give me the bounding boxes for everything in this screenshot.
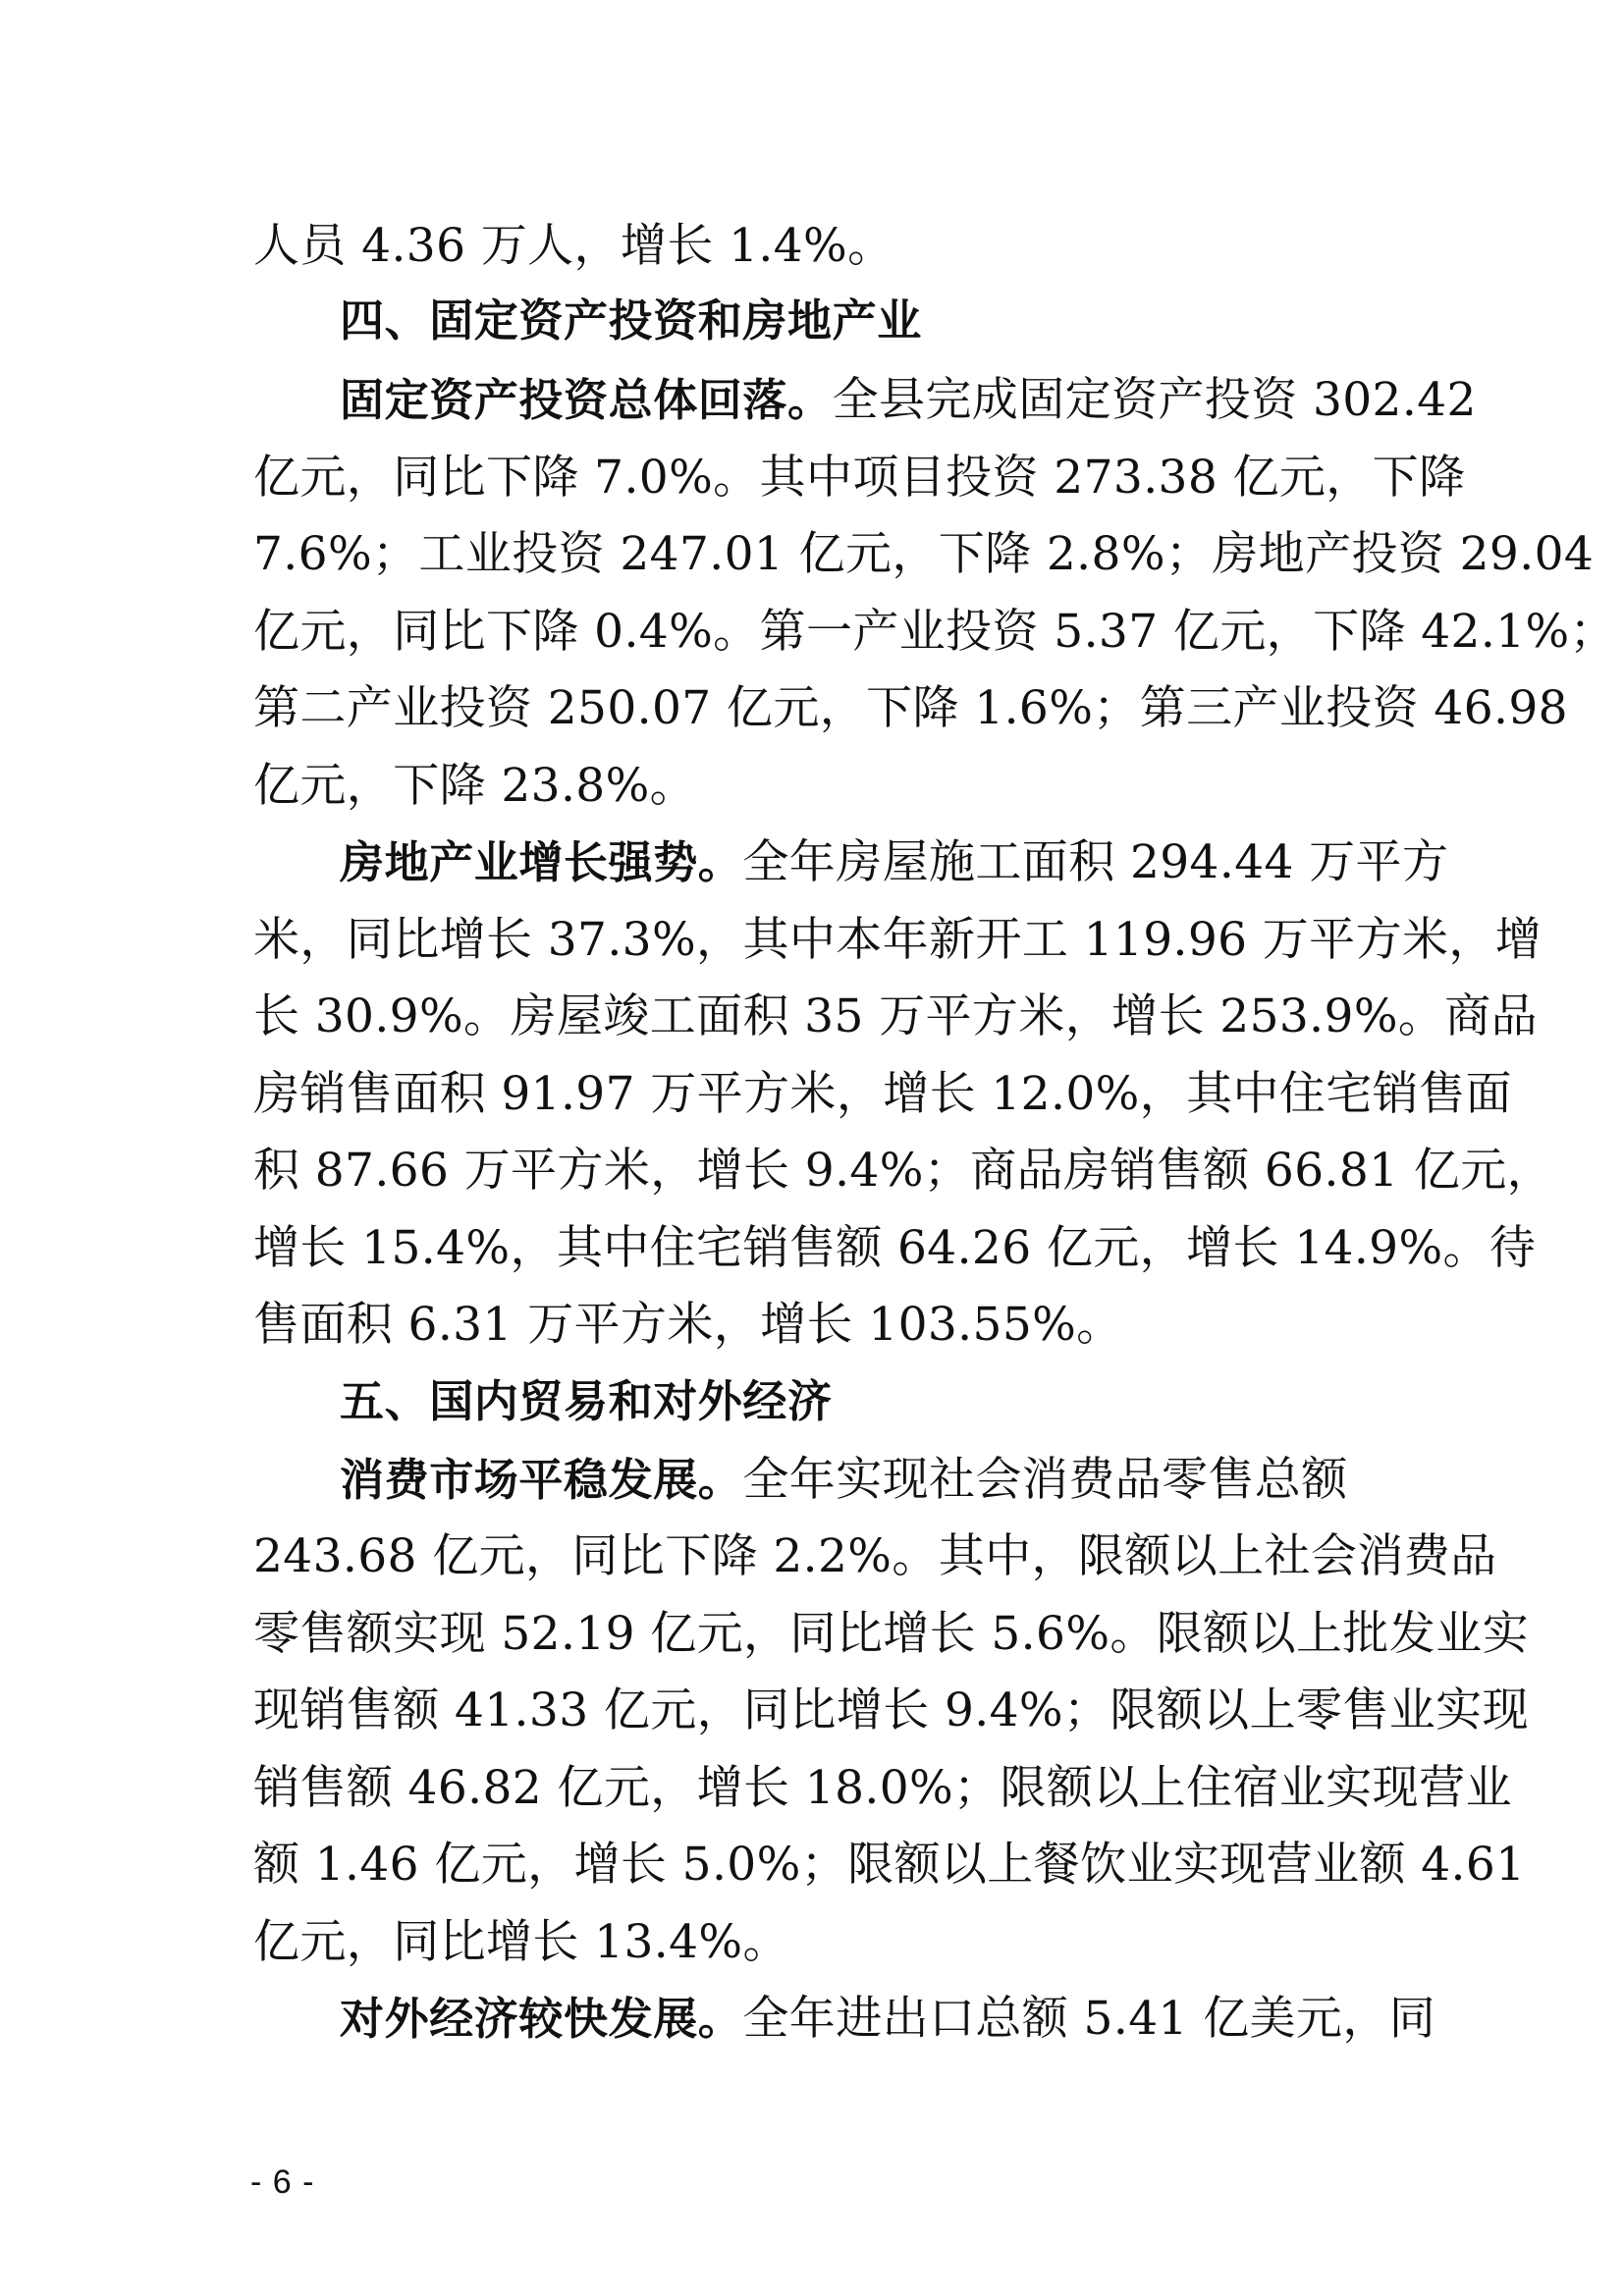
section-heading-trade-external-economy: 五、国内贸易和对外经济 [340,1375,833,1427]
paragraph-line: 房销售面积 91.97 万平方米，增长 12.0%，其中住宅销售面 [253,1067,1512,1121]
paragraph-lead-sentence: 消费市场平稳发展。 [340,1454,743,1506]
paragraph-line: 亿元，下降 23.8%。 [253,759,697,813]
paragraph-line: 243.68 亿元，同比下降 2.2%。其中，限额以上社会消费品 [253,1529,1497,1583]
paragraph-line: 增长 15.4%，其中住宅销售额 64.26 亿元，增长 14.9%。待 [253,1221,1537,1275]
paragraph-line [340,1992,1436,2046]
paragraph-line: 亿元，同比下降 0.4%。第一产业投资 5.37 亿元，下降 42.1%； [253,605,1616,659]
paragraph-line: 现销售额 41.33 亿元，同比增长 9.4%；限额以上零售业实现 [253,1683,1529,1737]
paragraph-line: 米，同比增长 37.3%，其中本年新开工 119.96 万平方米，增 [253,913,1543,967]
section-heading-fixed-assets-real-estate: 四、固定资产投资和房地产业 [340,294,922,347]
paragraph-line: 第二产业投资 250.07 亿元，下降 1.6%；第三产业投资 46.98 [253,681,1568,735]
paragraph-line: 7.6%；工业投资 247.01 亿元，下降 2.8%；房地产投资 29.04 [253,527,1595,581]
paragraph-lead-sentence: 对外经济较快发展。 [340,1993,743,2045]
paragraph-line [340,373,1477,427]
paragraph-line: 售面积 6.31 万平方米，增长 103.55%。 [253,1298,1123,1352]
paragraph-line: 长 30.9%。房屋竣工面积 35 万平方米，增长 253.9%。商品 [253,989,1539,1043]
paragraph-line [340,1453,1348,1507]
paragraph-line: 亿元，同比下降 7.0%。其中项目投资 273.38 亿元，下降 [253,451,1466,505]
paragraph-line: 销售额 46.82 亿元，增长 18.0%；限额以上住宿业实现营业 [253,1761,1512,1815]
page-number: - 6 - [250,2163,315,2201]
paragraph-lead-sentence: 固定资产投资总体回落。 [340,374,833,426]
paragraph-line [340,835,1449,889]
paragraph-line: 亿元，同比增长 13.4%。 [253,1915,789,1969]
paragraph-text: 全年进出口总额 5.41 亿美元，同 [742,1992,1436,2046]
paragraph-text: 全县完成固定资产投资 302.42 [832,373,1477,427]
paragraph-line: 人员 4.36 万人，增长 1.4%。 [253,219,894,273]
paragraph-line: 积 87.66 万平方米，增长 9.4%；商品房销售额 66.81 亿元， [253,1144,1554,1198]
paragraph-line: 零售额实现 52.19 亿元，同比增长 5.6%。限额以上批发业实 [253,1607,1529,1661]
paragraph-text: 全年房屋施工面积 294.44 万平方 [742,835,1449,889]
paragraph-lead-sentence: 房地产业增长强势。 [340,836,743,888]
paragraph-line: 额 1.46 亿元，增长 5.0%；限额以上餐饮业实现营业额 4.61 [253,1838,1526,1892]
paragraph-text: 全年实现社会消费品零售总额 [742,1453,1348,1507]
